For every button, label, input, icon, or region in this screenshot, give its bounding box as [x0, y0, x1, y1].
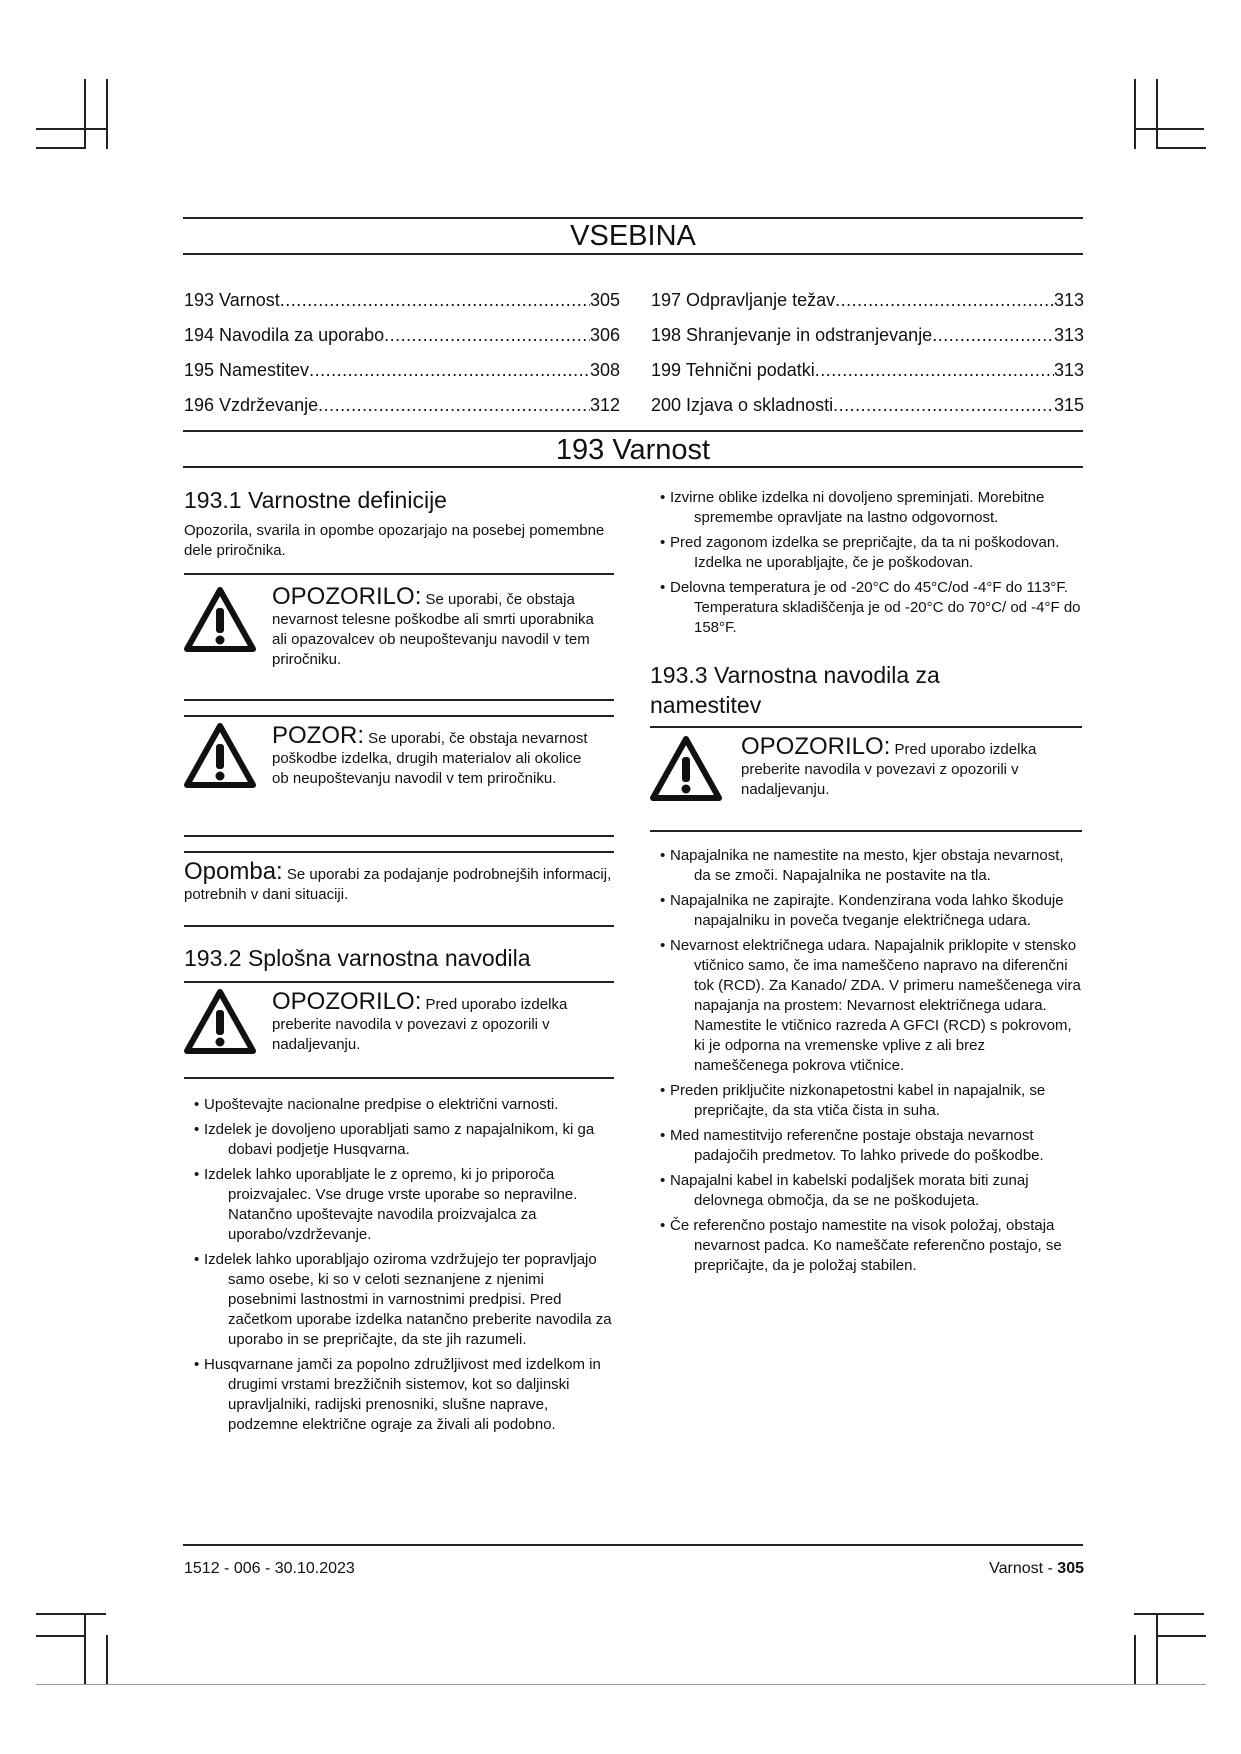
caution-keyword: POZOR: [272, 722, 365, 749]
list-item: • Napajalnika ne namestite na mesto, kjer obstaja nevarnost, da se zmoči. Napajalnika ne postavite na tla. [660, 847, 1064, 884]
subsection-heading: 193.2 Splošna varnostna navodila [184, 945, 531, 971]
bullet-list [650, 846, 1082, 1276]
list-item: • Husqvarnane jamči za popolno združljivost med izdelkom in drugimi vrstami brezžičnih sistemov, kot so daljinski upravljalniki, radijski prenosniki, slušne naprave, podzemne električne ograje za živali ali podobno. [194, 1356, 601, 1433]
crop-mark [106, 79, 108, 149]
crop-mark [36, 128, 106, 130]
toc-entry[interactable]: 194 Navodila za uporabo ..... 306 [184, 318, 620, 353]
page-number: 305 [1057, 1560, 1084, 1577]
bullet-list [184, 1095, 614, 1435]
rule [184, 851, 614, 853]
toc-title: VSEBINA [570, 220, 696, 252]
intro-text: Opozorila, svarila in opombe opozarjajo na posebej pomembne dele priročnika. [184, 522, 605, 559]
toc-entry[interactable]: 193 Varnost ..... 305 [184, 283, 620, 318]
right-column [650, 488, 1082, 1281]
list-item: • Nevarnost električnega udara. Napajalnik priklopite v stensko vtičnico samo, če ima nameščeno napravo na diferenčni tok (RCD). Za Kanado/ ZDA. V primeru nameščenega vira napajanja na prostem: Nevarnost električnega udara. Namestite le vtičnico razreda A GFCI (RCD) s pokrovom, ki je odporna na vremenske vplive z ali brez nameščenega pokrova vtičnice. [660, 937, 1081, 1074]
crop-mark [1156, 79, 1158, 149]
rule [184, 835, 614, 837]
note-text: Se uporabi za podajanje podrobnejših informacij, potrebnih v dani situaciji. [184, 866, 612, 903]
warning-text: Se uporabi, če obstaja nevarnost telesne poškodbe ali smrti uporabnika ali opazovalcev ob neupoštevanju navodil v tem priročniku. [272, 591, 594, 668]
toc-entry[interactable]: 200 Izjava o skladnosti ..... 315 [651, 388, 1084, 423]
warning-notice [184, 983, 614, 1073]
list-item: • Izdelek je dovoljeno uporabljati samo z napajalnikom, ki ga dobavi podjetje Husqvarna. [194, 1121, 595, 1158]
toc-entry[interactable]: 197 Odpravljanje težav ..... 313 [651, 283, 1084, 318]
crop-mark [36, 1635, 86, 1637]
crop-mark [84, 79, 86, 149]
warning-keyword: OPOZORILO: [272, 988, 422, 1015]
crop-mark [1156, 1613, 1158, 1685]
toc-left [184, 283, 620, 423]
crop-mark [106, 1635, 108, 1685]
toc-entry[interactable]: 196 Vzdrževanje ..... 312 [184, 388, 620, 423]
list-item: • Upoštevajte nacionalne predpise o električni varnosti. [194, 1096, 559, 1113]
rule [183, 430, 1083, 432]
crop-mark [84, 1613, 86, 1685]
crop-mark [1134, 128, 1204, 130]
rule [184, 925, 614, 927]
crop-mark [36, 147, 86, 149]
toc-entry[interactable]: 199 Tehnični podatki ..... 313 [651, 353, 1084, 388]
list-item: • Če referenčno postajo namestite na visok položaj, obstaja nevarnost padca. Ko nameščate referenčno postajo, se prepričajte, da je položaj stabilen. [660, 1217, 1062, 1274]
section-title: 193 Varnost [555, 434, 711, 466]
warning-triangle-icon [650, 736, 722, 802]
crop-mark [1134, 1613, 1204, 1615]
caution-triangle-icon [184, 723, 256, 789]
list-item: • Preden priključite nizkonapetostni kabel in napajalnik, se prepričajte, da sta vtiča čista in suha. [660, 1082, 1046, 1119]
rule [184, 1077, 614, 1079]
warning-triangle-icon [184, 587, 256, 653]
rule [650, 830, 1082, 832]
rule [183, 253, 1083, 255]
rule [184, 699, 614, 701]
subsection-heading: 193.1 Varnostne definicije [184, 487, 447, 513]
crop-mark [1156, 1635, 1206, 1637]
warning-notice [184, 575, 614, 693]
list-item: • Izvirne oblike izdelka ni dovoljeno spreminjati. Morebitne spremembe opravljate na lastno odgovornost. [660, 489, 1045, 526]
warning-notice [650, 728, 1082, 820]
trim-line [36, 1684, 1206, 1685]
list-item: • Izdelek lahko uporabljajo oziroma vzdržujejo ter popravljajo samo osebe, ki so v celoti seznanjene z njenimi posebnimi lastnostmi in varnostnimi predpisi. Pred začetkom uporabe izdelka natančno preberite navodila za uporabo in se prepričajte, da ste jih razumeli. [194, 1251, 612, 1348]
caution-notice [184, 717, 614, 835]
warning-keyword: OPOZORILO: [272, 583, 422, 610]
caution-text: Se uporabi, če obstaja nevarnost poškodbe izdelka, drugih materialov ali okolice ob neupoštevanju navodil v tem priročniku. [272, 730, 588, 787]
toc-right [651, 283, 1084, 423]
rule [183, 466, 1083, 468]
list-item: • Napajalni kabel in kabelski podaljšek morata biti zunaj delovnega območja, da se ne poškodujeta. [660, 1172, 1029, 1209]
note [184, 859, 614, 905]
toc-entry[interactable]: 195 Namestitev ..... 308 [184, 353, 620, 388]
crop-mark [1134, 1635, 1136, 1685]
list-item: • Delovna temperatura je od -20°C do 45°C/od -4°F do 113°F. Temperatura skladiščenja je od -20°C do 70°C/ od -4°F do 158°F. [660, 579, 1081, 636]
list-item: • Med namestitvijo referenčne postaje obstaja nevarnost padajočih predmetov. To lahko privede do poškodbe. [660, 1127, 1044, 1164]
warning-text: Pred uporabo izdelka preberite navodila v povezavi z opozorili v nadaljevanju. [741, 741, 1037, 798]
list-item: • Napajalnika ne zapirajte. Kondenzirana voda lahko škoduje napajalniku in poveča tveganje električnega udara. [660, 892, 1064, 929]
crop-mark [36, 1613, 106, 1615]
note-keyword: Opomba: [184, 858, 283, 885]
footer-page-label: Varnost - 305 [989, 1560, 1084, 1577]
bullet-list [650, 488, 1082, 638]
footer-rule [183, 1544, 1083, 1546]
subsection-heading: 193.3 Varnostna navodila za namestitev [650, 662, 940, 718]
list-item: • Izdelek lahko uporabljate le z opremo, ki jo priporoča proizvajalec. Vse druge vrste uporabe so nepravilne. Natančno upoštevajte navodila proizvajalca za uporabo/vzdrževanje. [194, 1166, 578, 1243]
toc-entry[interactable]: 198 Shranjevanje in odstranjevanje ..... 313 [651, 318, 1084, 353]
warning-keyword: OPOZORILO: [741, 733, 891, 760]
list-item: • Pred zagonom izdelka se prepričajte, da ta ni poškodovan. Izdelka ne uporabljajte, če je poškodovan. [660, 534, 1060, 571]
left-column [184, 485, 614, 1440]
warning-triangle-icon [184, 989, 256, 1055]
warning-text: Pred uporabo izdelka preberite navodila v povezavi z opozorili v nadaljevanju. [272, 996, 568, 1053]
crop-mark [1134, 79, 1136, 149]
crop-mark [1156, 147, 1206, 149]
footer-doc-id: 1512 - 006 - 30.10.2023 [184, 1560, 355, 1577]
